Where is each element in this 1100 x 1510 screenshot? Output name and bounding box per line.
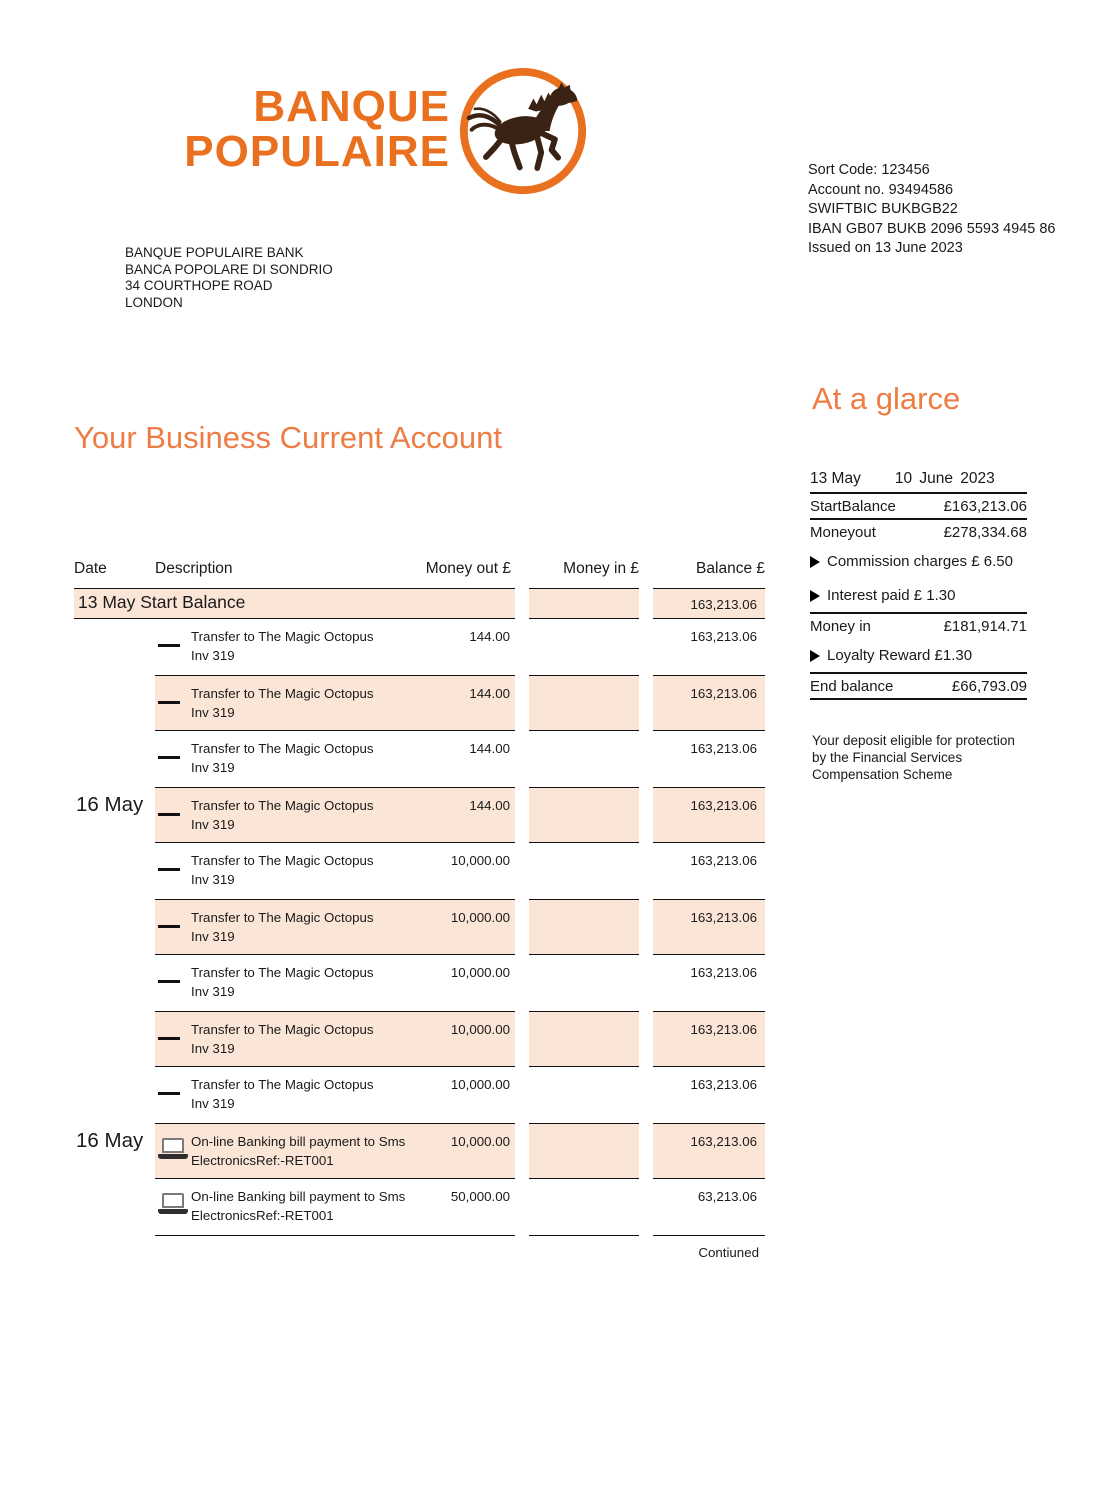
deposit-note-line: by the Financial Services: [812, 750, 963, 765]
transaction-balance: 163,213.06: [690, 1077, 757, 1092]
glance-period-row: [810, 468, 1027, 494]
transaction-money-in: [529, 675, 639, 731]
transaction-description: On-line Banking bill payment to Sms ElectronicsRef:-RET001: [191, 1134, 406, 1168]
glance-row-value: £181,914.71: [943, 618, 1027, 635]
column-gap: [515, 843, 529, 899]
transaction-money-out: 144.00: [469, 798, 510, 813]
transaction-balance: 163,213.06: [653, 1011, 765, 1067]
account-info-line: Account no. 93494586: [808, 181, 954, 198]
triangle-bullet-icon: [810, 590, 820, 602]
bank-logo-line1: BANQUE: [253, 82, 450, 131]
column-gap: [639, 588, 653, 619]
account-info-line: SWIFTBIC BUKBGB22: [808, 201, 958, 218]
transaction-main-cell: [155, 1179, 515, 1235]
glance-summary-table: [810, 468, 1027, 700]
glance-sub-row: [810, 638, 1027, 674]
column-gap: [515, 731, 529, 787]
transaction-money-out: 10,000.00: [450, 1022, 510, 1037]
transaction-money-in: [529, 619, 639, 675]
transfer-dash-icon: [158, 1092, 180, 1095]
transactions-table: [74, 560, 765, 1260]
transfer-dash-icon: [158, 925, 180, 928]
transaction-money-in: [529, 1067, 639, 1123]
transfer-dash-icon: [158, 980, 180, 983]
glance-title: At a glarce: [812, 381, 961, 416]
transfer-dash-icon: [158, 813, 180, 816]
glance-sub-label: Loyalty Reward £1.30: [827, 647, 973, 664]
transaction-date: [74, 843, 155, 899]
transaction-balance: 163,213.06: [690, 965, 757, 980]
start-balance-label: 13 May Start Balance: [74, 588, 515, 619]
column-gap: [515, 899, 529, 955]
transaction-description: On-line Banking bill payment to Sms ElectronicsRef:-RET001: [191, 1189, 406, 1223]
glance-row-label: End balance: [810, 678, 894, 695]
transaction-money-in: [529, 787, 639, 843]
transaction-description: Transfer to The Magic Octopus Inv 319: [191, 1022, 374, 1056]
table-header-row: [74, 560, 765, 588]
account-info-line: Sort Code: 123456: [808, 162, 930, 178]
transaction-money-out: 50,000.00: [450, 1189, 510, 1204]
transaction-main-cell: [155, 1123, 515, 1179]
transaction-row: [74, 955, 765, 1011]
glance-summary-row: [810, 614, 1027, 638]
continued-label: Contiuned: [698, 1245, 759, 1260]
transaction-money-out: 144.00: [469, 686, 510, 701]
transaction-description: Transfer to The Magic Octopus Inv 319: [191, 686, 374, 720]
transaction-row: [74, 1179, 765, 1235]
glance-summary-row: [810, 674, 1027, 700]
glance-row-value: £163,213.06: [943, 498, 1027, 515]
transaction-balance: 163,213.06: [653, 787, 765, 843]
transaction-balance: 163,213.06: [690, 853, 757, 868]
transaction-date: 16 May: [76, 1129, 144, 1152]
transaction-row: [74, 843, 765, 899]
transaction-money-in: [529, 731, 639, 787]
transaction-main-cell: [155, 787, 515, 843]
column-gap: [639, 955, 653, 1011]
column-gap: [515, 675, 529, 731]
column-gap: [639, 619, 653, 675]
glance-sub-label: Commission charges £ 6.50: [827, 553, 1013, 570]
transaction-description: Transfer to The Magic Octopus Inv 319: [191, 741, 374, 775]
column-gap: [639, 787, 653, 843]
column-gap: [639, 1179, 653, 1235]
triangle-bullet-icon: [810, 556, 820, 568]
transaction-description: Transfer to The Magic Octopus Inv 319: [191, 629, 374, 663]
transaction-main-cell: [155, 843, 515, 899]
column-gap: [515, 619, 529, 675]
transaction-row: [74, 787, 765, 843]
bank-address-line: LONDON: [125, 294, 183, 310]
column-gap: [639, 899, 653, 955]
column-gap: [515, 588, 529, 619]
transaction-date: [74, 675, 155, 731]
transaction-row: [74, 899, 765, 955]
transaction-balance: 163,213.06: [653, 899, 765, 955]
transaction-description: Transfer to The Magic Octopus Inv 319: [191, 798, 374, 832]
start-balance-value: 163,213.06: [653, 588, 765, 619]
table-bottom-rule: [74, 1235, 765, 1237]
account-info-line: Issued on 13 June 2023: [808, 240, 963, 257]
transaction-money-in: [529, 1011, 639, 1067]
column-gap: [515, 955, 529, 1011]
deposit-note-line: Compensation Scheme: [812, 767, 953, 782]
glance-sub-label: Interest paid £ 1.30: [827, 587, 956, 604]
column-gap: [639, 560, 653, 588]
transaction-balance: 163,213.06: [690, 629, 757, 644]
transaction-main-cell: [155, 619, 515, 675]
transaction-description: Transfer to The Magic Octopus Inv 319: [191, 1077, 374, 1111]
transaction-row: [74, 1011, 765, 1067]
transaction-date: [74, 955, 155, 1011]
column-gap: [515, 1011, 529, 1067]
column-gap: [639, 1011, 653, 1067]
start-balance-money-in-cell: [529, 588, 639, 619]
transaction-date: [74, 1011, 155, 1067]
column-gap: [515, 560, 529, 588]
laptop-icon: [158, 1193, 188, 1214]
column-gap: [515, 787, 529, 843]
transaction-money-in: [529, 1123, 639, 1179]
column-gap: [639, 731, 653, 787]
glance-row-label: Money in: [810, 618, 871, 635]
transaction-balance: 163,213.06: [653, 1123, 765, 1179]
page-title: Your Business Current Account: [74, 420, 502, 455]
glance-row-value: £278,334.68: [943, 524, 1027, 541]
column-gap: [639, 843, 653, 899]
transaction-description: Transfer to The Magic Octopus Inv 319: [191, 910, 374, 944]
laptop-icon: [158, 1138, 188, 1159]
glance-row-label: StartBalance: [810, 498, 896, 515]
transaction-main-cell: [155, 731, 515, 787]
triangle-bullet-icon: [810, 650, 820, 662]
transaction-row: [74, 1067, 765, 1123]
transaction-money-out: 144.00: [469, 741, 510, 756]
column-gap: [515, 1123, 529, 1179]
transaction-main-cell: [155, 955, 515, 1011]
transaction-row: [74, 619, 765, 675]
transfer-dash-icon: [158, 644, 180, 647]
transaction-money-out: 10,000.00: [450, 910, 510, 925]
transaction-money-in: [529, 955, 639, 1011]
transfer-dash-icon: [158, 701, 180, 704]
transaction-main-cell: [155, 675, 515, 731]
glance-summary-row: [810, 520, 1027, 544]
transaction-date: [74, 1179, 155, 1235]
transaction-balance: 63,213.06: [697, 1189, 757, 1204]
header-date: Date: [74, 560, 107, 577]
column-gap: [515, 1179, 529, 1235]
transaction-date: [74, 731, 155, 787]
transaction-balance: 163,213.06: [653, 675, 765, 731]
transfer-dash-icon: [158, 868, 180, 871]
transaction-main-cell: [155, 899, 515, 955]
transaction-money-in: [529, 843, 639, 899]
transaction-money-out: 10,000.00: [450, 1134, 510, 1149]
transaction-money-out: 144.00: [469, 629, 510, 644]
header-money-out: Money out £: [425, 560, 511, 577]
deposit-protection-note: [812, 732, 1042, 783]
transaction-description: Transfer to The Magic Octopus Inv 319: [191, 965, 374, 999]
transaction-balance: 163,213.06: [690, 741, 757, 756]
transaction-money-in: [529, 899, 639, 955]
glance-summary-row: [810, 494, 1027, 520]
transaction-row: [74, 675, 765, 731]
start-balance-row: [74, 588, 765, 619]
transaction-money-out: 10,000.00: [450, 1077, 510, 1092]
glance-sub-row: [810, 544, 1027, 578]
bank-address-line: BANCA POPOLARE DI SONDRIO: [125, 261, 333, 277]
transaction-description: Transfer to The Magic Octopus Inv 319: [191, 853, 374, 887]
header-balance: Balance £: [696, 560, 765, 577]
glance-sub-row: [810, 578, 1027, 614]
header-description: Description: [155, 560, 233, 577]
column-gap: [515, 1067, 529, 1123]
transaction-money-out: 10,000.00: [450, 965, 510, 980]
transaction-row: [74, 1123, 765, 1179]
account-info-line: IBAN GB07 BUKB 2096 5593 4945 86: [808, 220, 1056, 237]
horse-logo-icon: [458, 66, 588, 196]
transaction-row: [74, 731, 765, 787]
bank-address-block: [125, 245, 333, 311]
glance-period-end: 10 June 2023: [894, 470, 995, 487]
bank-logo-line2: POPULAIRE: [184, 127, 450, 176]
transaction-date: [74, 619, 155, 675]
header-money-in: Money in £: [563, 560, 639, 577]
column-gap: [639, 675, 653, 731]
transfer-dash-icon: [158, 756, 180, 759]
transaction-date: 16 May: [76, 793, 144, 816]
account-info-block: [808, 161, 1055, 259]
column-gap: [639, 1067, 653, 1123]
transaction-money-out: 10,000.00: [450, 853, 510, 868]
deposit-note-line: Your deposit eligible for protection: [812, 733, 1015, 748]
transaction-main-cell: [155, 1011, 515, 1067]
bank-address-line: BANQUE POPULAIRE BANK: [125, 245, 304, 260]
transaction-date: [74, 1067, 155, 1123]
glance-row-label: Moneyout: [810, 524, 876, 541]
glance-row-value: £66,793.09: [951, 678, 1027, 695]
transaction-money-in: [529, 1179, 639, 1235]
bank-address-line: 34 COURTHOPE ROAD: [125, 278, 273, 293]
transfer-dash-icon: [158, 1037, 180, 1040]
glance-period-start: 13 May: [810, 470, 861, 487]
column-gap: [639, 1123, 653, 1179]
bank-logo-wordmark: [118, 84, 450, 174]
transaction-date: [74, 899, 155, 955]
transaction-main-cell: [155, 1067, 515, 1123]
